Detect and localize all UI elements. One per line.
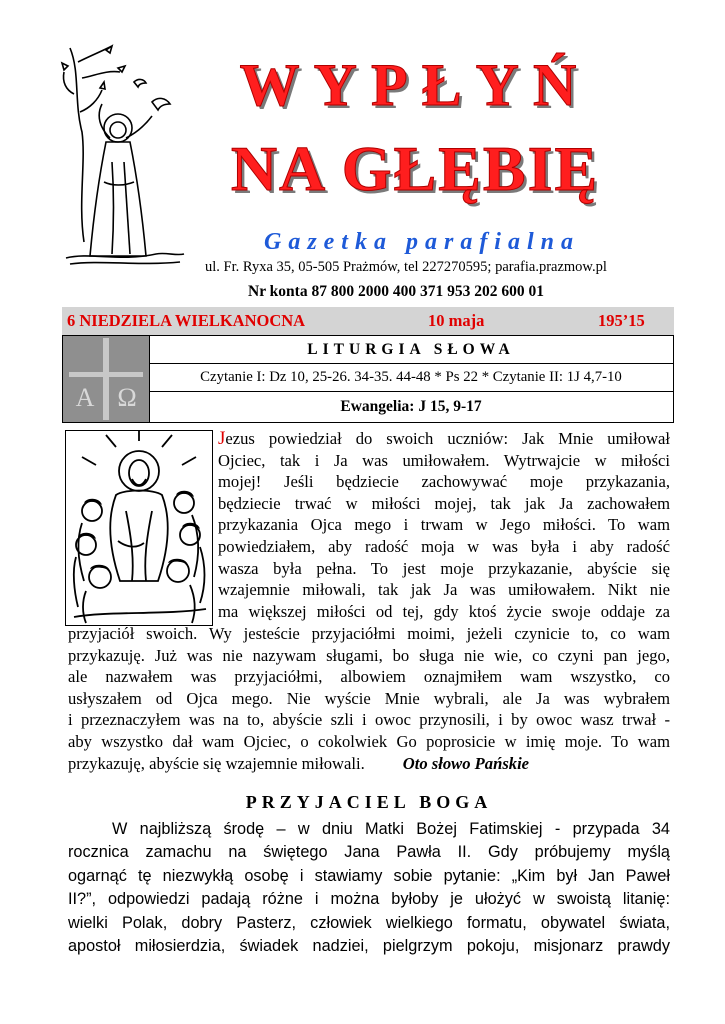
gospel-reference: Ewangelia: J 15, 9-17 [340,398,482,415]
masthead-title-line1: WYPŁYŃ [239,52,591,118]
issue-date: 10 maja [428,311,485,330]
gospel-text-beside-image [218,428,670,622]
cross-icon [63,336,149,422]
gospel-line: ma większej miłości od tej, gdy ktoś życie swoje oddaje za [218,601,670,621]
masthead-title-line2: NA GŁĘBIĘ [230,133,600,204]
liturgy-title: LITURGIA SŁOWA [149,336,673,364]
bank-account: Nr konta 87 800 2000 400 371 953 202 600 01 [248,283,544,300]
omega-letter: Ω [117,383,137,412]
jesus-illustration [65,430,213,626]
gospel-last-line: przykazuję, abyście się wzajemnie miłowali. Oto słowo Pańskie [68,753,530,773]
article-line: II?”, odpowiedzi padają różne i można byłoby je ułożyć w swoistą litanię: [68,890,670,909]
issue-header-bar [62,307,674,335]
article-line: W najbliższą środę – w dniu Matki Bożej Fatimskiej - przypada 34 [112,820,670,838]
closing-formula: Oto słowo Pańskie [402,753,530,773]
gospel-line: mojej! Jeśli będziecie zachowywać moje przykazania, [218,472,670,492]
gospel-line: wasza była pełna. To jest moje przykazanie, abyście się [218,558,670,578]
sunday-name: 6 NIEDZIELA WIELKANOCNA [67,311,306,330]
article-body [68,818,670,958]
gospel-line: powiedziałem, aby radość moja w was była i aby radość [218,536,670,556]
gospel-line: przyjaciół swoich. Wy jesteście przyjaciółmi moimi, jeżeli czynicie to, co wam [68,624,670,643]
gospel-dropcap: J [218,428,226,449]
gospel-line: będziecie trwać w miłości mojej, tak jak Ja zachowałem [218,493,670,513]
parish-address: ul. Fr. Ryxa 35, 05-505 Prażmów, tel 227270595; parafia.prazmow.pl [205,259,607,275]
readings-list: Czytanie I: Dz 10, 25-26. 34-35. 44-48 * Ps 22 * Czytanie II: 1J 4,7-10 [149,364,673,392]
alpha-letter: A [75,383,95,412]
monk-illustration [60,42,188,270]
gospel-line: Jezus powiedział do swoich uczniów: Jak Mnie umiłował [218,428,670,449]
gospel-line: Ojciec, tak i Ja was umiłowałem. Wytrwajcie w miłości [218,450,670,470]
gospel-line: ale nazwałem was przyjaciółmi, albowiem oznajmiłem wam wszystko, co [68,667,670,687]
article-title: PRZYJACIEL BOGA [245,792,493,812]
gospel-line: wzajemnie miłowali, tak jak Ja was umiłowałem. Nikt nie [218,580,670,600]
gospel-line: i przeznaczyłem was na to, abyście szli i owoc przynosili, i by owoc wasz trwał - [68,710,670,730]
liturgy-box [62,335,674,423]
gospel-line: usłyszałem od Ojca mego. Nie wyście Mnie wybrali, ale Ja was wybrałem [68,688,670,708]
article-line: ogarnąć tę niezwykłą osobę i stawiamy sobie pytanie: „Kim był Jan Paweł [68,866,670,885]
gospel-line: aby wszystko dał wam Ojciec, o cokolwiek Go poprosicie w imię moje. To wam [68,731,670,751]
alpha-omega-emblem [63,336,150,422]
gospel-line: przykazania Ojca mego i trwam w Jego miłości. To wam [218,515,670,535]
article-line: wielki Polak, dobry Pasterz, człowiek wielkiego formatu, obywatel świata, [68,913,670,932]
gospel-text-full-width [68,623,670,774]
issue-number: 195’15 [598,311,645,330]
gospel-line: przykazuję. Już was nie nazywam sługami, bo sługa nie wie, co czyni pan jego, [68,645,670,665]
article-line: rocznica zamachu na świętego Jana Pawła II. Gdy próbujemy myślą [68,843,670,862]
masthead-subtitle: Gazetka parafialna [263,229,580,255]
article-line: apostoł miłosierdzia, świadek nadziei, pielgrzym pokoju, misjonarz prawdy [68,937,670,956]
